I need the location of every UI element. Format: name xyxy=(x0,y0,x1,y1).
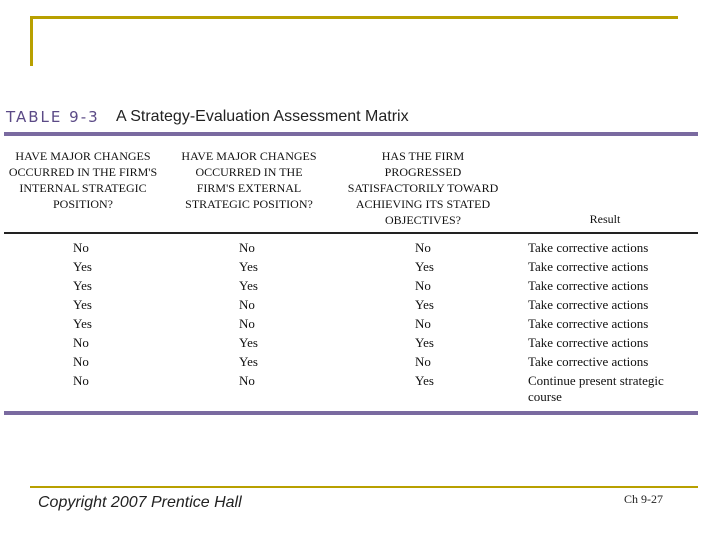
cell-result: Take corrective actions xyxy=(528,278,649,293)
cell-internal: Yes xyxy=(73,297,92,312)
cell-result: Take corrective actions xyxy=(528,259,649,274)
cell-result: Take corrective actions xyxy=(528,297,649,312)
header-internal-position: HAVE MAJOR CHANGES OCCURRED IN THE FIRM'S INTERNAL STRATEGIC POSITION? xyxy=(8,149,158,211)
header-bottom-rule xyxy=(4,232,698,234)
table-top-rule xyxy=(4,132,698,136)
cell-internal: No xyxy=(73,240,89,255)
cell-internal: Yes xyxy=(73,278,92,293)
header-objectives-progress: HAS THE FIRM PROGRESSED SATISFACTORILY TOWARD ACHIEVING ITS STATED OBJECTIVES? xyxy=(347,149,499,227)
table-row xyxy=(0,297,700,316)
cell-result: Take corrective actions xyxy=(528,335,649,350)
copyright-notice: Copyright 2007 Prentice Hall xyxy=(38,494,242,511)
cell-external: Yes xyxy=(239,335,258,350)
cell-result: Continue present strategic course xyxy=(528,373,664,404)
decorative-top-rule xyxy=(30,16,678,19)
cell-result: Take corrective actions xyxy=(528,354,649,369)
cell-internal: No xyxy=(73,373,89,388)
header-external-position: HAVE MAJOR CHANGES OCCURRED IN THE FIRM'S EXTERNAL STRATEGIC POSITION? xyxy=(181,149,317,211)
table-row xyxy=(0,373,700,409)
table-row xyxy=(0,240,700,259)
cell-objectives: No xyxy=(415,316,431,331)
decorative-left-rule xyxy=(30,16,33,66)
cell-objectives: No xyxy=(415,354,431,369)
cell-objectives: Yes xyxy=(415,373,434,388)
cell-objectives: Yes xyxy=(415,335,434,350)
cell-objectives: No xyxy=(415,240,431,255)
cell-internal: Yes xyxy=(73,316,92,331)
table-row xyxy=(0,316,700,335)
table-label: TABLE 9-3 xyxy=(6,108,100,126)
cell-result: Take corrective actions xyxy=(528,240,649,255)
page-number: Ch 9-27 xyxy=(624,492,663,506)
cell-objectives: No xyxy=(415,278,431,293)
cell-external: No xyxy=(239,373,255,388)
table-bottom-rule xyxy=(4,411,698,415)
cell-objectives: Yes xyxy=(415,297,434,312)
cell-objectives: Yes xyxy=(415,259,434,274)
table-row xyxy=(0,278,700,297)
cell-external: No xyxy=(239,297,255,312)
cell-external: Yes xyxy=(239,278,258,293)
cell-external: Yes xyxy=(239,354,258,369)
cell-internal: No xyxy=(73,335,89,350)
footer-rule xyxy=(30,486,698,488)
table-row xyxy=(0,335,700,354)
cell-external: No xyxy=(239,240,255,255)
header-result: Result xyxy=(589,212,621,226)
cell-external: No xyxy=(239,316,255,331)
cell-result: Take corrective actions xyxy=(528,316,649,331)
table-title: A Strategy-Evaluation Assessment Matrix xyxy=(116,108,409,125)
cell-external: Yes xyxy=(239,259,258,274)
table-row xyxy=(0,354,700,373)
cell-internal: Yes xyxy=(73,259,92,274)
cell-internal: No xyxy=(73,354,89,369)
table-row xyxy=(0,259,700,278)
